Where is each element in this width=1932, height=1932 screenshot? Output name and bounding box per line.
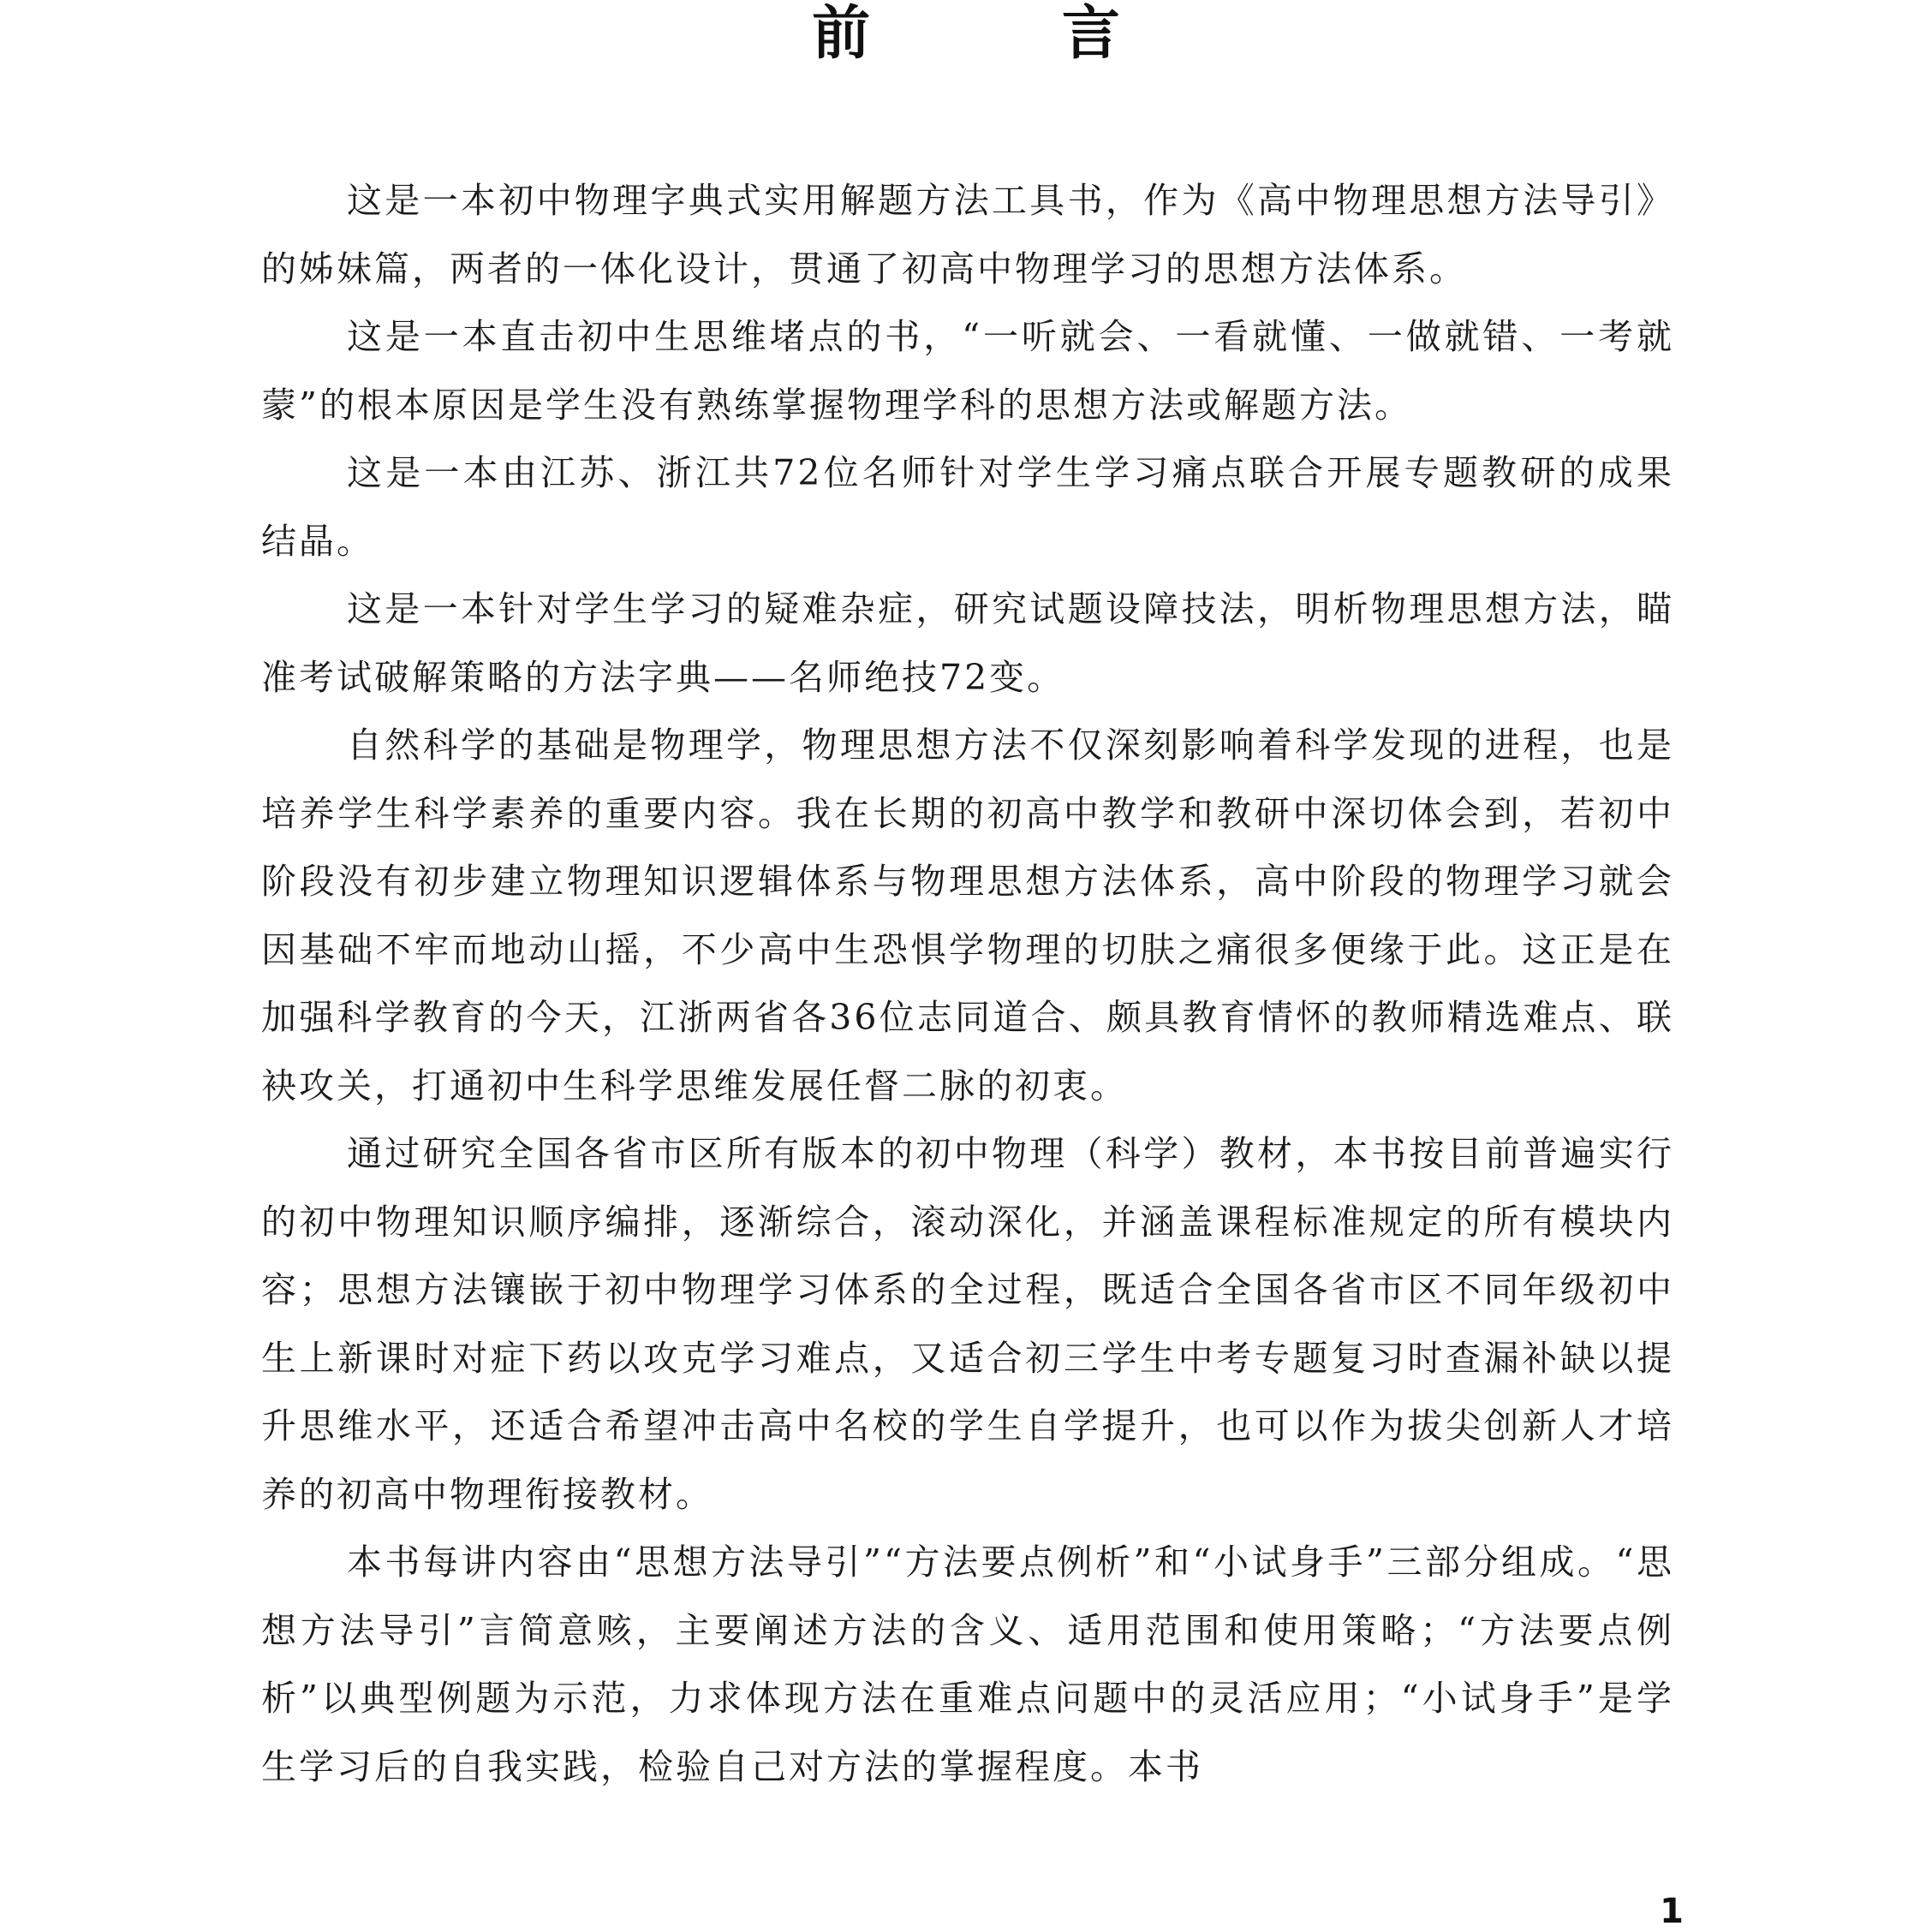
paragraph-5: 自然科学的基础是物理学，物理思想方法不仅深刻影响着科学发现的进程，也是培养学生科学素养的重要内容。我在长期的初高中教学和教研中深切体会到，若初中阶段没有初步建立物理知识逻辑体系与物理思想方法体系，高中阶段的物理学习就会因基础不牢而地动山摇，不少高中生恐惧学物理的切肤之痛很多便缘于此。这正是在加强科学教育的今天，江浙两省各36位志同道合、颇具教育情怀的教师精选难点、联袂攻关，打通初中生科学思维发展任督二脉的初衷。 xyxy=(261,724,1674,1106)
paragraph-4: 这是一本针对学生学习的疑难杂症，研究试题设障技法，明析物理思想方法，瞄准考试破解策略的方法字典——名师绝技72变。 xyxy=(261,588,1674,698)
paragraph-6: 通过研究全国各省市区所有版本的初中物理（科学）教材，本书按目前普遍实行的初中物理知识顺序编排，逐渐综合，滚动深化，并涵盖课程标准规定的所有模块内容；思想方法镶嵌于初中物理学习体系的全过程，既适合全国各省市区不同年级初中生上新课时对症下药以攻克学习难点，又适合初三学生中考专题复习时查漏补缺以提升思维水平，还适合希望冲击高中名校的学生自学提升，也可以作为拔尖创新人才培养的初高中物理衔接教材。 xyxy=(261,1133,1674,1515)
page-number: 1 xyxy=(1660,1892,1684,1931)
page-title: 前 言 xyxy=(812,0,1206,68)
paragraph-7: 本书每讲内容由“思想方法导引”“方法要点例析”和“小试身手”三部分组成。“思想方法导引”言简意赅，主要阐述方法的含义、适用范围和使用策略；“方法要点例析”以典型例题为示范，力求体现方法在重难点问题中的灵活应用；“小试身手”是学生学习后的自我实践，检验自己对方法的掌握程度。本书 xyxy=(261,1541,1674,1787)
preface-body xyxy=(261,167,1674,1801)
paragraph-1: 这是一本初中物理字典式实用解题方法工具书，作为《高中物理思想方法导引》的姊妹篇，两者的一体化设计，贯通了初高中物理学习的思想方法体系。 xyxy=(261,180,1674,289)
paragraph-3: 这是一本由江苏、浙江共72位名师针对学生学习痛点联合开展专题教研的成果结晶。 xyxy=(261,452,1674,562)
paragraph-2: 这是一本直击初中生思维堵点的书，“一听就会、一看就懂、一做就错、一考就蒙”的根本原因是学生没有熟练掌握物理学科的思想方法或解题方法。 xyxy=(261,316,1674,426)
